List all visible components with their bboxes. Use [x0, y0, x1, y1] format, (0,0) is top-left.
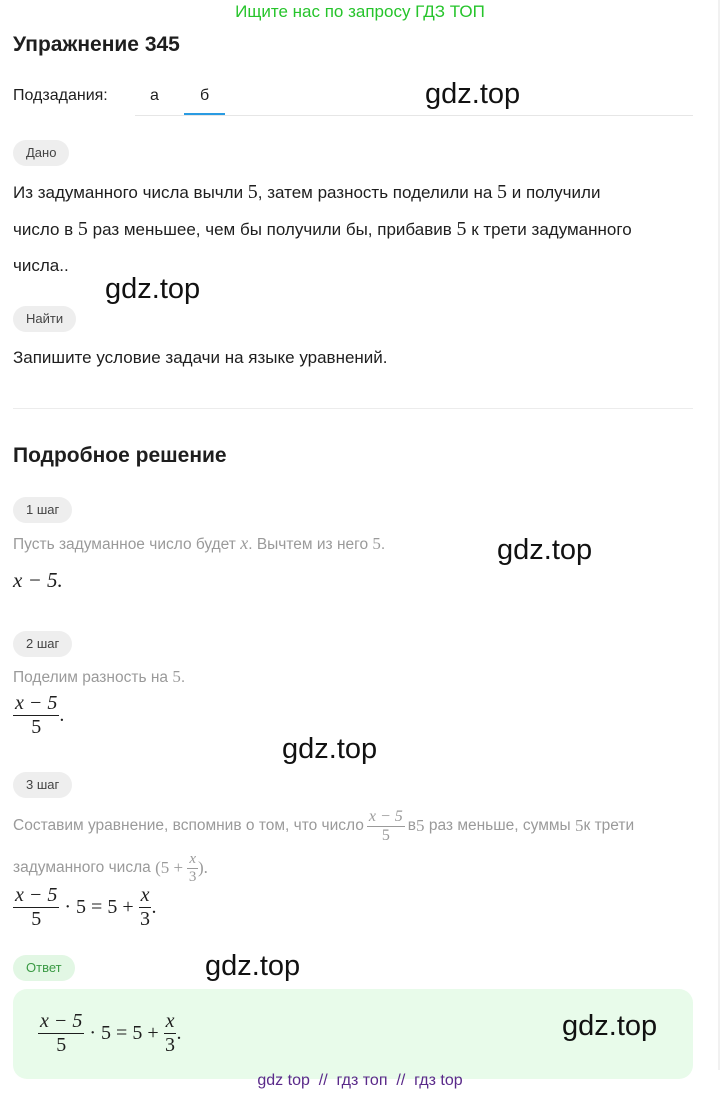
given-line-3: числа..: [13, 256, 69, 275]
fraction: $\frac{x - 5}{5}$: [15, 692, 58, 738]
fraction: $\frac{x}{3}$: [165, 1010, 176, 1056]
find-text: Запишите условие задачи на языке уравнений.: [13, 348, 388, 367]
solution-title: Подробное решение: [13, 444, 227, 467]
active-tab-indicator: [184, 113, 225, 115]
step-1-formula: x − 5.: [13, 568, 63, 592]
watermark: gdz.top: [562, 1010, 658, 1042]
given-line-1: Из задуманного числа вычли 5, затем разность поделили на 5 и получили: [13, 181, 601, 203]
step-2-formula: $\frac{x - 5}{5}$ .: [15, 692, 65, 738]
step-2-chip: 2 шаг: [13, 631, 72, 657]
subtasks-label: Подзадания:: [13, 87, 108, 104]
step-3-text: Составим уравнение, вспомнив о том, что число $\frac{x - 5}{5}$ в 5 раз меньше, суммы 5 к трети задуманного числа (5 + $\frac{x}{3}$ ).: [13, 807, 635, 885]
subtask-tab-b[interactable]: б: [200, 87, 210, 104]
fraction: $\frac{x - 5}{5}$: [15, 884, 58, 930]
fraction: $\frac{x}{3}$: [188, 850, 197, 885]
step-1-chip: 1 шаг: [13, 497, 72, 523]
find-chip: Найти: [13, 306, 76, 332]
given-line-2: число в 5 раз меньшее, чем бы получили бы, прибавив 5 к трети задуманного: [13, 218, 632, 240]
answer-chip: Ответ: [13, 955, 75, 981]
given-text: [13, 174, 703, 284]
section-divider: [13, 408, 693, 409]
watermark: gdz.top: [205, 950, 301, 982]
fraction: $\frac{x - 5}{5}$: [368, 807, 403, 844]
step-3-formula: $\frac{x - 5}{5}$ · 5 = 5 + $\frac{x}{3}$ .: [15, 884, 157, 930]
watermark: gdz.top: [282, 733, 378, 765]
step-1-text: Пусть задуманное число будет x. Вычтем из него 5.: [13, 533, 386, 553]
watermark: gdz.top: [105, 273, 201, 305]
subtasks-divider: [135, 115, 693, 116]
subtask-tab-a[interactable]: а: [150, 87, 159, 104]
watermark: gdz.top: [425, 78, 521, 110]
step-2-text: Поделим разность на 5.: [13, 667, 186, 686]
step-3-chip: 3 шаг: [13, 772, 72, 798]
answer-formula: $\frac{x - 5}{5}$ · 5 = 5 + $\frac{x}{3}$ .: [40, 1010, 182, 1056]
fraction: $\frac{x}{3}$: [140, 884, 151, 930]
footer-links[interactable]: gdz top // гдз топ // гдз top: [257, 1072, 463, 1089]
given-chip: Дано: [13, 140, 69, 166]
page-title: Упражнение 345: [13, 33, 180, 56]
watermark: gdz.top: [497, 534, 593, 566]
fraction: $\frac{x - 5}{5}$: [40, 1010, 83, 1056]
promo-banner: Ищите нас по запросу ГДЗ ТОП: [235, 2, 485, 21]
